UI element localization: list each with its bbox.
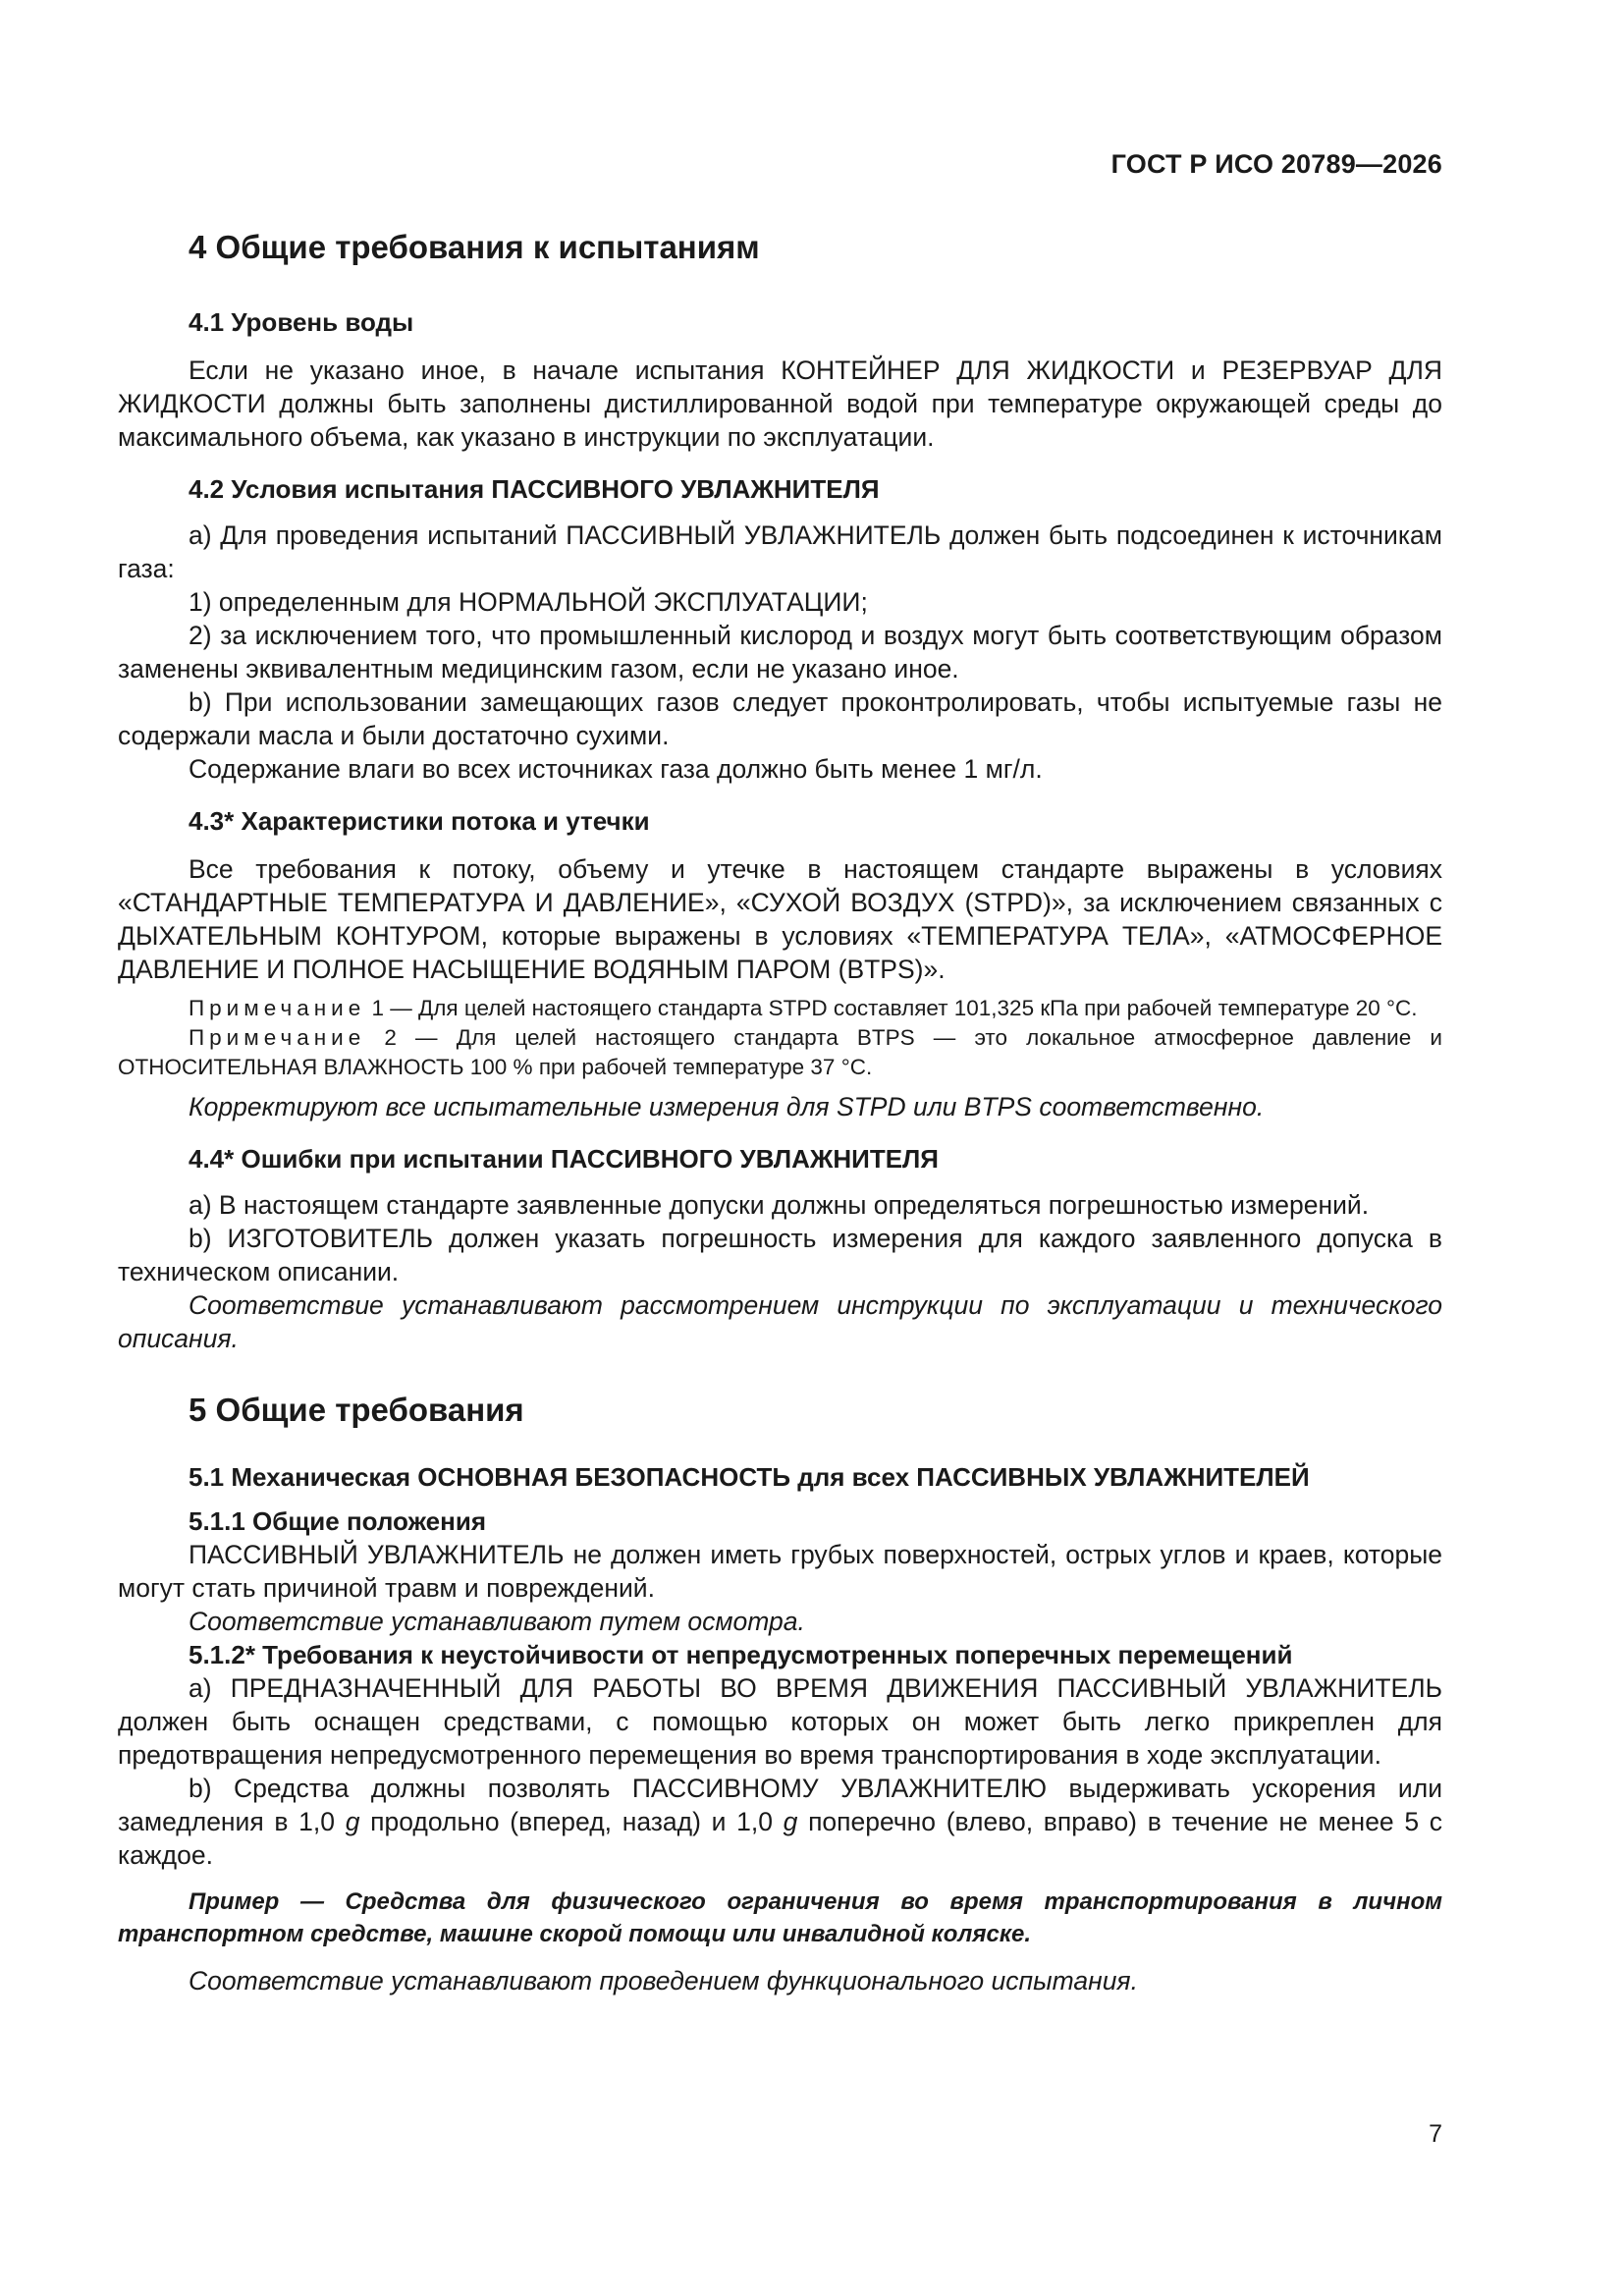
section-4-4-item-a: а) В настоящем стандарте заявленные допуски должны определяться погрешностью измерений. — [189, 1190, 1370, 1220]
section-5-heading: 5 Общие требования — [189, 1392, 524, 1428]
section-4-2-heading: 4.2 Условия испытания ПАССИВНОГО УВЛАЖНИТЕЛЯ — [189, 474, 880, 504]
section-4-2-item-b: b) При использовании замещающих газов следует проконтролировать, чтобы испытуемые газы не содержали масла и были достаточно сухими. — [118, 687, 1442, 750]
example-text: Пример — Средства для физического ограничения во время транспортирования в личном транспортном средстве, машине скорой помощи или инвалидной коляске. — [118, 1888, 1442, 1947]
section-4-3-text: Все требования к потоку, объему и утечке в настоящем стандарте выражены в условиях «СТАНДАРТНЫЕ ТЕМПЕРАТУРА И ДАВЛЕНИЕ», «СУХОЙ ВОЗДУХ (STPD)», за исключением связанных с ДЫХАТЕЛЬНЫМ КОНТУРОМ, которые выражены в условиях «ТЕМПЕРАТУРА ТЕЛА», «АТМОСФЕРНОЕ ДАВЛЕНИЕ И ПОЛНОЕ НАСЫЩЕНИЕ ВОДЯНЫМ ПАРОМ (BTPS)». — [118, 854, 1442, 984]
section-4-3-compliance: Корректируют все испытательные измерения для STPD или BTPS соответственно. — [189, 1092, 1265, 1121]
section-5-1-2-heading: 5.1.2* Требования к неустойчивости от непредусмотренных поперечных перемещений — [189, 1640, 1293, 1669]
note-label: Примечание — [189, 1025, 366, 1050]
note-2 — [118, 1023, 1442, 1082]
item-b-part-1: b) Средства должны позволять ПАССИВНОМУ УВЛАЖНИТЕЛЮ выдерживать ускорения или замедления в 1,0 — [118, 1774, 1442, 1836]
note-1-text: 1 — Для целей настоящего стандарта STPD составляет 101,325 кПа при рабочей температуре 20 °С. — [371, 996, 1418, 1020]
section-5-1-1-text: ПАССИВНЫЙ УВЛАЖНИТЕЛЬ не должен иметь грубых поверхностей, острых углов и краев, которые могут стать причиной травм и повреждений. — [118, 1540, 1442, 1603]
section-4-4-compliance: Соответствие устанавливают рассмотрением инструкции по эксплуатации и технического описания. — [118, 1290, 1442, 1353]
item-b-part-3: поперечно (влево, вправо) в течение не менее 5 с каждое. — [118, 1807, 1443, 1870]
section-5-1-2-item-b — [118, 1772, 1442, 1872]
g-unit: g — [783, 1807, 798, 1836]
section-4-2-moisture-text: Содержание влаги во всех источниках газа должно быть менее 1 мг/л. — [189, 754, 1043, 784]
note-2-text: 2 — Для целей настоящего стандарта BTPS — это локальное атмосферное давление и ОТНОСИТЕЛЬНАЯ ВЛАЖНОСТЬ 100 % при рабочей температуре 37 °С. — [118, 1025, 1442, 1079]
section-4-4-item-b: b) ИЗГОТОВИТЕЛЬ должен указать погрешность измерения для каждого заявленного допуска в техническом описании. — [118, 1224, 1442, 1286]
section-5-1-2-compliance: Соответствие устанавливают проведением функционального испытания. — [189, 1966, 1138, 1995]
section-4-3-heading: 4.3* Характеристики потока и утечки — [189, 806, 650, 836]
section-4-2-item-a: а) Для проведения испытаний ПАССИВНЫЙ УВЛАЖНИТЕЛЬ должен быть подсоединен к источникам газа: — [118, 520, 1442, 583]
section-5-1-2-item-a: а) ПРЕДНАЗНАЧЕННЫЙ ДЛЯ РАБОТЫ ВО ВРЕМЯ ДВИЖЕНИЯ ПАССИВНЫЙ УВЛАЖНИТЕЛЬ должен быть оснащен средствами, с помощью которых он может быть легко прикреплен для предотвращения непредусмотренного перемещения во время транспортирования в ходе эксплуатации. — [118, 1673, 1442, 1770]
section-4-heading: 4 Общие требования к испытаниям — [189, 229, 760, 265]
section-5-1-heading: 5.1 Механическая ОСНОВНАЯ БЕЗОПАСНОСТЬ для всех ПАССИВНЫХ УВЛАЖНИТЕЛЕЙ — [189, 1462, 1310, 1492]
section-4-2-item-1: 1) определенным для НОРМАЛЬНОЙ ЭКСПЛУАТАЦИИ; — [189, 587, 868, 617]
standard-designation: ГОСТ Р ИСО 20789—2026 — [1110, 149, 1442, 179]
section-5-1-1-heading: 5.1.1 Общие положения — [189, 1506, 486, 1536]
section-5-1-1-compliance: Соответствие устанавливают путем осмотра. — [189, 1607, 805, 1636]
note-label: Примечание — [189, 996, 366, 1020]
g-unit: g — [345, 1807, 360, 1836]
section-4-1-text: Если не указано иное, в начале испытания КОНТЕЙНЕР ДЛЯ ЖИДКОСТИ и РЕЗЕРВУАР ДЛЯ ЖИДКОСТИ должны быть заполнены дистиллированной водой при температуре окружающей среды до максимального объема, как указано в инструкции по эксплуатации. — [118, 355, 1442, 452]
note-1 — [118, 994, 1442, 1023]
page-number: 7 — [1429, 2120, 1442, 2148]
section-4-4-heading: 4.4* Ошибки при испытании ПАССИВНОГО УВЛАЖНИТЕЛЯ — [189, 1144, 939, 1174]
section-4-2-item-2: 2) за исключением того, что промышленный кислород и воздух могут быть соответствующим образом заменены эквивалентным медицинским газом, если не указано иное. — [118, 621, 1442, 683]
page-content — [118, 222, 1442, 1997]
section-4-1-heading: 4.1 Уровень воды — [189, 307, 414, 337]
item-b-part-2: продольно (вперед, назад) и 1,0 — [359, 1807, 784, 1836]
